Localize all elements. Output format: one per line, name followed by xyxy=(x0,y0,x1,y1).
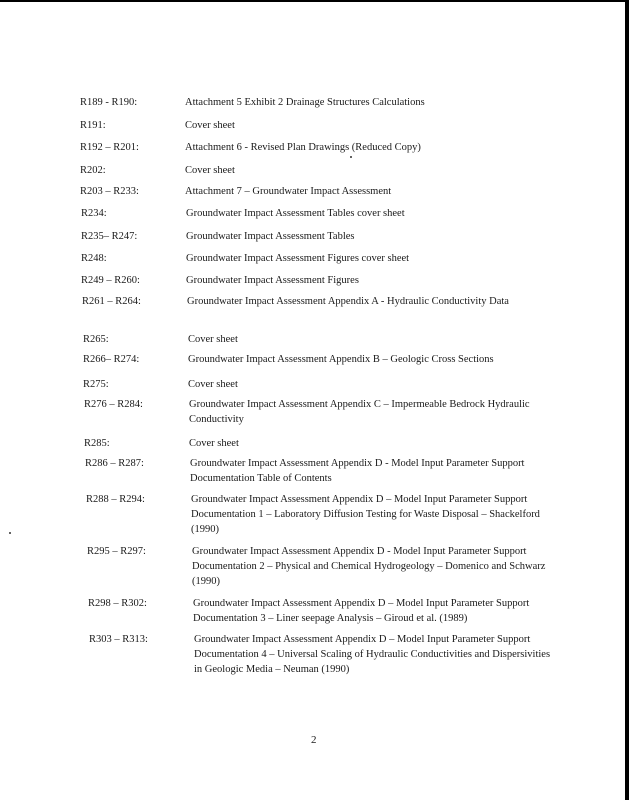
page-range: R303 – R313: xyxy=(89,634,148,645)
page-range: R202: xyxy=(80,165,106,176)
page-range: R276 – R284: xyxy=(84,399,143,410)
entry-description: Groundwater Impact Assessment Appendix B – Geologic Cross Sections xyxy=(188,354,494,365)
entry-description: Cover sheet xyxy=(185,120,235,131)
entry-description: Attachment 7 – Groundwater Impact Assessment xyxy=(185,186,392,197)
entry-description: Cover sheet xyxy=(189,438,239,449)
page-range: R286 – R287: xyxy=(85,458,144,469)
page-range: R285: xyxy=(84,438,110,449)
page-range: R298 – R302: xyxy=(88,598,147,609)
entry-description: Groundwater Impact Assessment Figures cover sheet xyxy=(186,253,410,264)
page-range: R235– R247: xyxy=(81,231,138,242)
entry-description: Groundwater Impact Assessment Appendix D - Model Input Parameter Support Documentation 2 – Physical and Chemical Hydrogeology – Domenico and Schwarz (1990) xyxy=(192,546,546,587)
entry-description: Cover sheet xyxy=(188,379,238,390)
entry-description: Groundwater Impact Assessment Appendix D – Model Input Parameter Support Documentation 1 – Laboratory Diffusion Testing for Waste Disposal – Shackelford (1990) xyxy=(191,494,540,535)
entry-description: Groundwater Impact Assessment Appendix D - Model Input Parameter Support Documentation Table of Contents xyxy=(190,458,525,484)
entry-description: Cover sheet xyxy=(188,334,238,345)
page-range: R266– R274: xyxy=(83,354,140,365)
entry-description: Attachment 5 Exhibit 2 Drainage Structures Calculations xyxy=(185,97,425,108)
scan-border-right xyxy=(625,0,629,800)
page-range: R248: xyxy=(81,253,107,264)
page-range: R261 – R264: xyxy=(82,296,141,307)
entry-description: Groundwater Impact Assessment Figures xyxy=(186,275,359,286)
page-range: R189 - R190: xyxy=(80,97,138,108)
page-number: 2 xyxy=(311,734,317,746)
entry-description: Groundwater Impact Assessment Appendix A - Hydraulic Conductivity Data xyxy=(187,296,509,307)
page-range: R249 – R260: xyxy=(81,275,140,286)
entry-description: Groundwater Impact Assessment Tables cover sheet xyxy=(186,208,405,219)
page-range: R265: xyxy=(83,334,109,345)
entry-description: Groundwater Impact Assessment Appendix D – Model Input Parameter Support Documentation 4 – Universal Scaling of Hydraulic Conductivities and Dispersivities in Geologic Media – Neuman (1990) xyxy=(194,634,551,675)
entry-description: Groundwater Impact Assessment Appendix D – Model Input Parameter Support Documentation 3 – Liner seepage Analysis – Giroud et al. (1989) xyxy=(193,598,530,624)
page-range: R275: xyxy=(83,379,109,390)
page-range: R295 – R297: xyxy=(87,546,146,557)
entry-description: Groundwater Impact Assessment Tables xyxy=(186,231,355,242)
scan-speck xyxy=(350,156,352,158)
scan-border-top xyxy=(0,0,629,2)
entry-description: Attachment 6 - Revised Plan Drawings (Reduced Copy) xyxy=(185,142,421,153)
scan-speck xyxy=(9,532,11,534)
page-range: R234: xyxy=(81,208,107,219)
page-range: R192 – R201: xyxy=(80,142,139,153)
page-range: R203 – R233: xyxy=(80,186,139,197)
page-range: R191: xyxy=(80,120,106,131)
entry-description: Groundwater Impact Assessment Appendix C – Impermeable Bedrock Hydraulic Conductivity xyxy=(189,399,530,425)
page-range: R288 – R294: xyxy=(86,494,145,505)
entry-description: Cover sheet xyxy=(185,165,235,176)
